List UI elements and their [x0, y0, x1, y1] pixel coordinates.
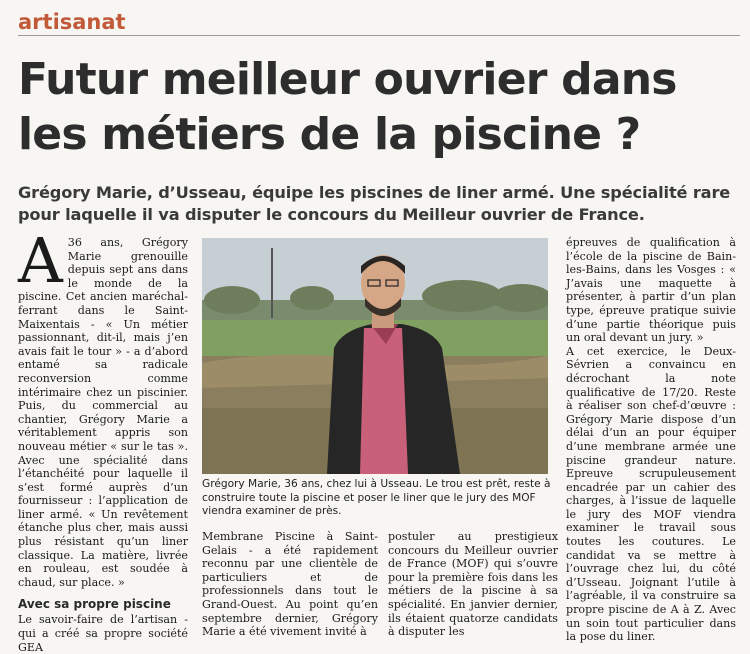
column-4 — [566, 236, 736, 644]
drop-cap: A — [18, 224, 63, 297]
section-rule — [18, 35, 740, 36]
section-label: artisanat — [18, 10, 126, 34]
article-headline: Futur meilleur ouvrier dans les métiers de la piscine ? — [18, 54, 677, 160]
column-1 — [18, 224, 188, 654]
paragraph-chef-doeuvre: A cet exercice, le Deux-Sévrien a convaincu en décrochant la note qualificative de 17/20. Reste à réaliser son chef-d’œuvre : Grégory Marie dispose d’un délai d’un an pour équiper d’une membrane armée une piscine grandeur nature. Epreuve scrupuleusement encadrée par un cahier des charges, à l’issue de laquelle le jury des MOF viendra examiner le travail sous toutes les coutures. Le candidat va se mettre à l’ouvrage chez lui, du côté d’Usseau. Joignant l’utile à l’agréable, il va construire sa propre piscine de A à Z. Avec un soin tout particulier dans la pose du liner. — [566, 344, 736, 644]
paragraph-savoir-faire: Le savoir-faire de l’artisan - qui a créé sa propre société GEA — [18, 613, 188, 654]
article-photo — [202, 238, 548, 474]
paragraph-qualification: épreuves de qualification à l’école de la piscine de Bain-les-Bains, dans les Vosges : « J’avais une maquette à présenter, à partir d’un plan type, épreuve pratique suivie d’une partie théorique puis un oral devant un jury. » — [566, 236, 736, 345]
article-lede: Grégory Marie, d’Usseau, équipe les piscines de liner armé. Une spécialité rare pour laquelle il va disputer le concours du Meilleur ouvrier de France. — [18, 183, 731, 224]
photo-caption: Grégory Marie, 36 ans, chez lui à Usseau. Le trou est prêt, reste à construire toute la piscine et poser le liner que le jury des MOF viendra examiner de près. — [202, 478, 551, 518]
paragraph-concours: postuler au prestigieux concours du Meilleur ouvrier de France (MOF) qui s’ouvre pour la première fois dans les métiers de la piscine à sa spécialité. En janvier dernier, ils étaient quatorze candidats à disputer les — [388, 530, 558, 639]
column-2 — [202, 530, 378, 639]
paragraph-intro: 36 ans, Grégory Marie grenouille depuis sept ans dans le monde de la piscine. Cet ancien maréchal-ferrant dans le Saint-Maixentais - « Un métier passionnant, dit-il, mais j’en avais fait le tour » - a d’abord entamé sa radicale reconversion comme intérimaire chez un piscinier. Puis, du commercial au chantier, Grégory Marie a véritablement appris son nouveau métier « sur le tas ». Avec une spécialité dans l’étanchéité pour laquelle il s’est formé auprès d’un fournisseur : l’application de liner armé. « Un revêtement étanche plus cher, mais aussi plus résistant qu’un liner classique. La matière, livrée en rouleau, est soudée à chaud, sur place. » — [18, 236, 188, 589]
paragraph-membrane: Membrane Piscine à Saint-Gelais - a été rapidement reconnu par une clientèle de particuliers et de professionnels dans tout le Grand-Ouest. Au point qu’en septembre dernier, Grégory Marie a été vivement invité à — [202, 530, 378, 639]
subheading: Avec sa propre piscine — [18, 597, 171, 612]
column-3 — [388, 530, 558, 639]
